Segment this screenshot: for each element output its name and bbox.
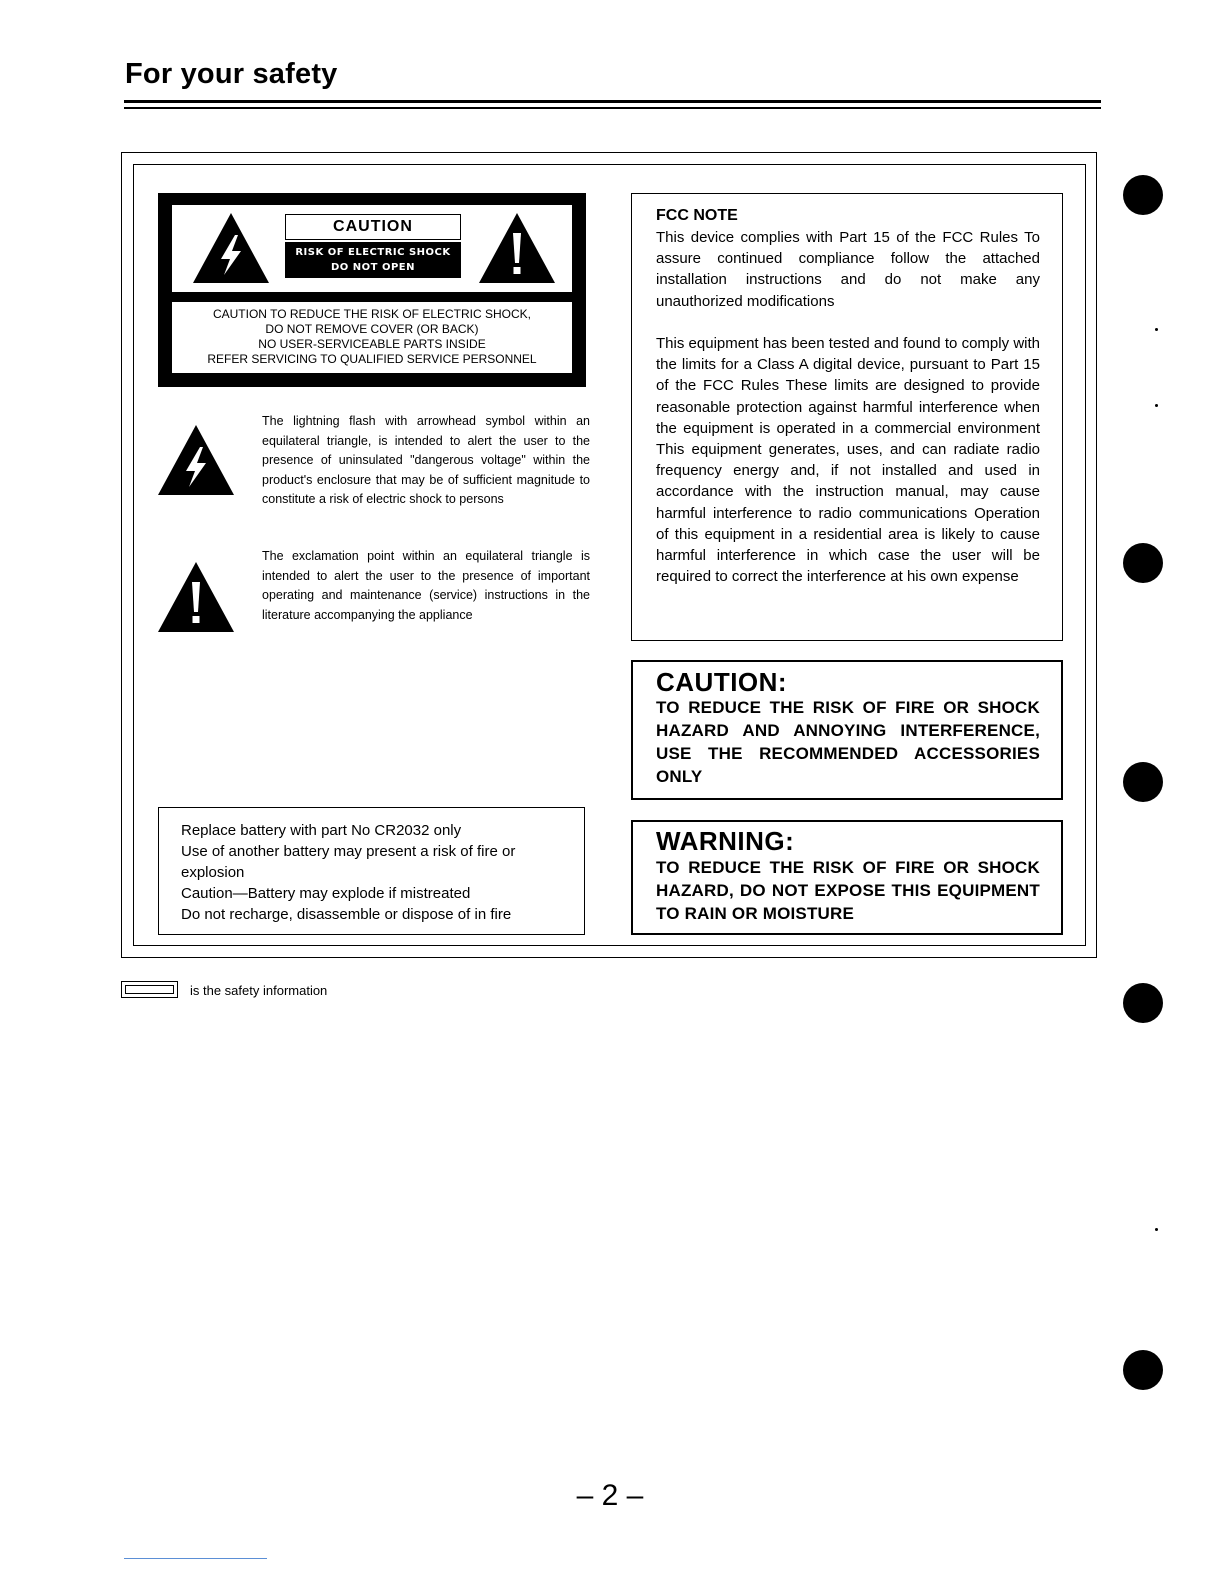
caution-body: TO REDUCE THE RISK OF FIRE OR SHOCK HAZARD AND ANNOYING INTERFERENCE, USE THE RECOMMENDED ACCESSORIES ONLY (656, 698, 1040, 786)
exclamation-warning-icon (479, 213, 555, 283)
exclamation-symbol-description: The exclamation point within an equilateral triangle is intended to alert the user to the presence of important operating and maintenance (service) instructions in the literature accompanying the appliance (262, 549, 590, 622)
battery-line-2: Use of another battery may present a risk of fire or (181, 843, 516, 860)
warning-heading: WARNING: (656, 826, 795, 856)
title-rule-thick (124, 100, 1101, 103)
scan-speck (1155, 1228, 1158, 1231)
battery-line-1: Replace battery with part No CR2032 only (181, 822, 462, 839)
punch-hole (1123, 983, 1163, 1023)
caution-heading: CAUTION: (656, 667, 788, 697)
fcc-note-title: FCC NOTE (656, 207, 738, 224)
safety-info-legend-inner (125, 985, 174, 994)
caution-label-notice (172, 302, 572, 373)
lightning-symbol-icon (158, 425, 234, 495)
notice-line-4: REFER SERVICING TO QUALIFIED SERVICE PERSONNEL (207, 352, 537, 366)
lightning-warning-icon (193, 213, 269, 283)
scan-speck (1155, 404, 1158, 407)
punch-hole (1123, 175, 1163, 215)
fcc-paragraph-2: This equipment has been tested and found to comply with the limits for a Class A digital device, pursuant to Part 15 of the FCC Rules These limits are designed to provide reasonable protection against harmful interference when the equipment is operated in a commercial environment This equipment generates, uses, and can radiate radio frequency energy and, if not installed and used in accordance with the instruction manual, may cause harmful interference to radio communications Operation of this equipment in a residential area is likely to cause harmful interference in which case the user will be required to correct the interference at his own expense (656, 335, 1040, 586)
punch-hole (1123, 543, 1163, 583)
risk-line-2: DO NOT OPEN (331, 262, 415, 273)
scan-speck (1155, 328, 1158, 331)
risk-line-1: RISK OF ELECTRIC SHOCK (295, 247, 451, 258)
punch-hole (1123, 1350, 1163, 1390)
caution-label-risk (285, 242, 461, 278)
safety-info-legend-text: is the safety information (190, 983, 328, 998)
battery-line-3: explosion (181, 864, 245, 881)
exclamation-symbol-icon (158, 562, 234, 632)
title-rule-thin (124, 107, 1101, 109)
punch-hole (1123, 762, 1163, 802)
battery-line-4: Caution—Battery may explode if mistreated (181, 885, 471, 902)
notice-line-1: CAUTION TO REDUCE THE RISK OF ELECTRIC SHOCK, (212, 307, 532, 321)
warning-body: TO REDUCE THE RISK OF FIRE OR SHOCK HAZARD, DO NOT EXPOSE THIS EQUIPMENT TO RAIN OR MOISTURE (656, 858, 1040, 923)
caution-label-title: CAUTION (285, 214, 461, 240)
page-number: – 2 – (576, 1479, 644, 1512)
page-title: For your safety (125, 58, 338, 90)
bottom-link-underline (124, 1558, 267, 1559)
fcc-paragraph-1: This device complies with Part 15 of the FCC Rules To assure continued compliance follow the attached installation instructions and do not make any unauthorized modifications (656, 229, 1040, 310)
notice-line-3: NO USER-SERVICEABLE PARTS INSIDE (258, 337, 486, 351)
battery-line-5: Do not recharge, disassemble or dispose of in fire (181, 906, 512, 923)
lightning-symbol-description: The lightning flash with arrowhead symbol within an equilateral triangle, is intended to alert the user to the presence of uninsulated "dangerous voltage" within the product's enclosure that may be of sufficient magnitude to constitute a risk of electric shock to persons (262, 414, 590, 506)
notice-line-2: DO NOT REMOVE COVER (OR BACK) (265, 322, 479, 336)
